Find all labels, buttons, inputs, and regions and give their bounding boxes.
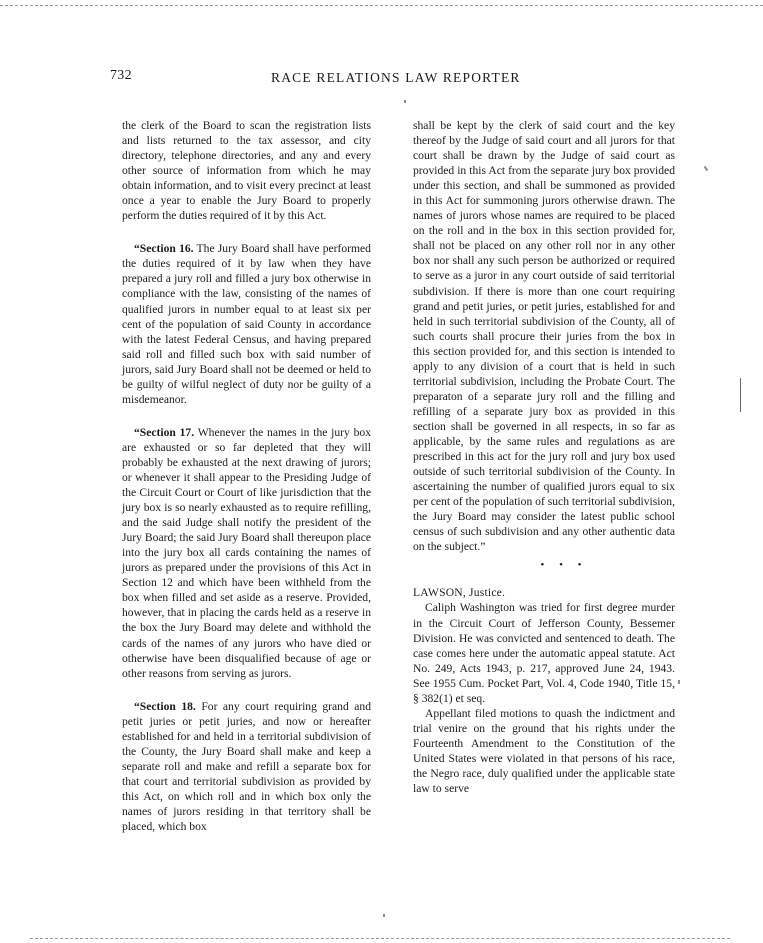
section-16-text: The Jury Board shall have performed the duties required of it by law when they have prepared a jury roll and filled a jury box otherwise in compliance with the law, consisting of the names of qualified jurors in number equal to at least six per cent of the population of said County in accordance with the latest Federal Census, and having prepared said roll and filled such box with said number of jurors, said Jury Board shall not be deemed or held to be guilty of wilful neglect of duty nor be guilty of a misdemeanor. <box>122 242 371 406</box>
section-18-text: For any court requiring grand and petit juries or petit juries, and now or hereafter established for and held in a territorial subdivision of the County, the Jury Board shall make and keep a separate roll and make and refill a separate box for that court and territorial subdivision as provided by this Act, on which roll and in which box only the names of jurors residing in that territory shall be placed, which box <box>122 699 371 834</box>
section-separator: • • • <box>540 559 588 572</box>
right-column <box>413 118 675 796</box>
scan-speck <box>404 100 406 103</box>
section-16-paragraph <box>122 241 371 407</box>
scan-speck <box>383 914 385 917</box>
running-head: RACE RELATIONS LAW REPORTER <box>271 70 521 85</box>
scan-speck <box>740 378 741 412</box>
paragraph-gap <box>122 407 371 425</box>
scan-speck <box>678 680 680 684</box>
section-17-label: “Section 17. <box>134 425 195 439</box>
scan-bottom-border <box>30 938 730 939</box>
section-17-paragraph <box>122 425 371 681</box>
scan-speck <box>704 166 709 171</box>
scan-top-border <box>0 5 763 6</box>
left-column <box>122 118 371 834</box>
page-number: 732 <box>110 68 132 83</box>
paragraph-gap <box>122 681 371 699</box>
opinion-paragraph-1: Caliph Washington was tried for first degree murder in the Circuit Court of Jefferson County, Bessemer Division. He was convicted and sentenced to death. The case comes here under the automatic appeal statute. Act No. 249, Acts 1943, p. 217, approved June 24, 1943. See 1955 Cum. Pocket Part, Vol. 4, Code 1940, Title 15, § 382(1) et seq. <box>413 601 675 705</box>
opinion-paragraph-2: Appellant filed motions to quash the indictment and trial venire on the ground that his rights under the Fourteenth Amendment to the Constitution of the United States were violated in that persons of his race, the Negro race, duly qualified under the applicable state law to serve <box>413 706 675 796</box>
left-paragraph-continuation: the clerk of the Board to scan the registration lists and lists returned to the tax assessor, and city directory, telephone directories, and any and every other source of information from which he may obtain information, and to visit every precinct at least once a year to enable the Jury Board to properly perform the duties required of it by this Act. <box>122 119 371 223</box>
paragraph-gap <box>122 223 371 241</box>
section-16-label: “Section 16. <box>134 242 194 256</box>
section-17-text: Whenever the names in the jury box are exhausted or so far depleted that they will probably be exhausted at the next drawing of jurors; or whenever it shall appear to the Presiding Judge of the Circuit Court or Court of like jurisdiction that the jury box is so nearly exhausted as to require refilling, and the said Judge shall notify the president of the Jury Board; the said Jury Board shall thereupon place into the jury box all cards containing the names of jurors as prepared under the provisions of this Act in Section 12 and which have been withheld from the box when filled and set aside as a reserve. Provided, however, that in placing the cards held as a reserve in the box the Jury Board may delete and withhold the cards of the names of any jurors who have died or otherwise have been disqualified because of age or other reasons from serving as jurors. <box>122 425 371 680</box>
section-18-continuation: shall be kept by the clerk of said court and the key thereof by the Judge of said court and all jurors for that court shall be drawn by the Judge of said court as provided in this Act from the separate jury box provided under this section, and shall be summoned as provided in this Act for summoning jurors otherwise drawn. The names of jurors whose names are required to be placed on the roll and in the box in this section provided for, shall not be placed on any other roll nor in any other box nor shall any such person be authorized or required to serve as a juror in any court outside of said territorial subdivision. If there is more than one court requiring grand and petit juries, or petit juries, established for and held in such territorial subdivision of the County, all of such courts shall procure their juries from the box in this section provided for, and this section is intended to apply to any division of a court that is held in such territorial subdivision, including the Probate Court. The preparaton of a separate jury roll and the filling and refilling of a separate jury box as provided in this section shall be governed in all respects, in so far as applicable, by the same rules and regulations as are prescribed in this act for the jury roll and jury box used outside of such territorial subdivision of the County. In ascertaining the number of qualified jurors equal to six per cent of the population of such territorial subdivision, the Jury Board may consider the latest public school census of such subdivision and any other authentic data on the subject.” <box>413 119 675 554</box>
section-18-paragraph <box>122 699 371 834</box>
opinion-author: LAWSON, Justice. <box>413 586 506 600</box>
section-18-label: “Section 18. <box>134 699 196 713</box>
